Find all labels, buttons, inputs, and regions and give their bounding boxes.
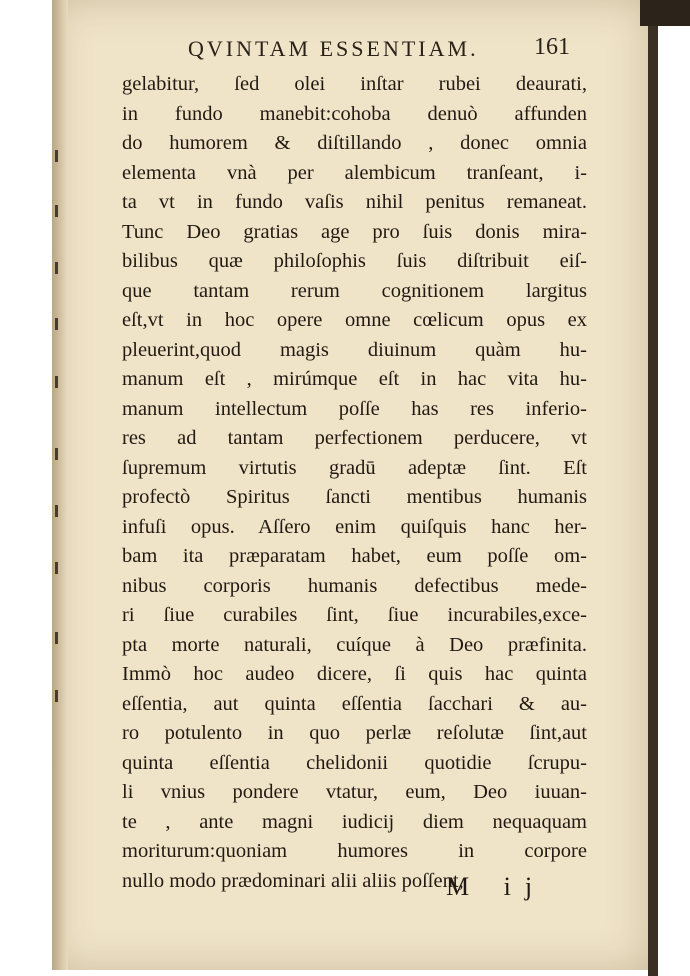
margin-mark	[55, 505, 58, 517]
text-line: eſt,vt in hoc opere omne cœlicum opus ex	[122, 309, 587, 331]
text-line: manum eſt , mirúmque eſt in hac vita hu-	[122, 368, 587, 390]
text-line: pta morte naturali, cuíque à Deo præfinita.	[122, 633, 587, 656]
text-line: ri ſiue curabiles ſint, ſiue incurabiles,exce-	[122, 604, 587, 626]
text-line: do humorem & diſtillando , donec omnia	[122, 132, 587, 154]
text-line: ſupremum virtutis gradū adeptæ ſint. Eſt	[122, 456, 587, 479]
text-line: li vnius pondere vtatur, eum, Deo iuuan-	[122, 781, 587, 803]
text-line: nullo modo prædominari alii aliis poſſent,	[122, 869, 464, 892]
margin-mark	[55, 205, 58, 217]
margin-mark	[55, 632, 58, 644]
margin-mark	[55, 376, 58, 388]
text-line: moriturum:quoniam humores in corpore	[122, 840, 587, 862]
margin-mark	[55, 262, 58, 274]
page-edge	[648, 0, 658, 976]
text-line: manum intellectum poſſe has res inferio-	[122, 397, 587, 420]
margin-mark	[55, 690, 58, 702]
text-line: Immò hoc audeo dicere, ſi quis hac quinta	[122, 663, 587, 685]
signature-mark: M ij	[446, 872, 547, 901]
page-gutter	[52, 0, 68, 970]
text-line: pleuerint,quod magis diuinum quàm hu-	[122, 338, 587, 361]
text-line: quinta eſſentia chelidonii quotidie ſcrupu-	[122, 751, 587, 774]
margin-mark	[55, 562, 58, 574]
margin-mark	[55, 150, 58, 162]
running-head: QVINTAM ESSENTIAM.	[188, 36, 479, 61]
text-line: gelabitur, ſed olei inſtar rubei deaurati,	[122, 73, 587, 95]
text-line: te , ante magni iudicij diem nequaquam	[122, 810, 587, 833]
margin-mark	[55, 448, 58, 460]
text-line: ro potulento in quo perlæ reſolutæ ſint,aut	[122, 722, 587, 744]
page-number: 161	[534, 34, 570, 60]
text-line: que tantam rerum cognitionem largitus	[122, 279, 587, 302]
text-line: infuſi opus. Aſſero enim quiſquis hanc her-	[122, 515, 587, 538]
body-text	[122, 70, 587, 896]
text-line: in fundo manebit:cohoba denuò affunden	[122, 102, 587, 125]
text-line: res ad tantam perfectionem perducere, vt	[122, 427, 587, 449]
text-line: ta vt in fundo vaſis nihil penitus remaneat.	[122, 191, 587, 213]
text-line: nibus corporis humanis defectibus mede-	[122, 574, 587, 597]
text-line: Tunc Deo gratias age pro ſuis donis mira-	[122, 220, 587, 243]
text-line: bilibus quæ philoſophis ſuis diſtribuit eiſ-	[122, 250, 587, 272]
text-line: eſſentia, aut quinta eſſentia ſacchari & au-	[122, 692, 587, 715]
text-line: profectò Spiritus ſancti mentibus humanis	[122, 486, 587, 508]
corner-tab	[640, 0, 690, 26]
margin-mark	[55, 318, 58, 330]
text-line: bam ita præparatam habet, eum poſſe om-	[122, 545, 587, 567]
text-line: elementa vnà per alembicum tranſeant, i-	[122, 161, 587, 184]
